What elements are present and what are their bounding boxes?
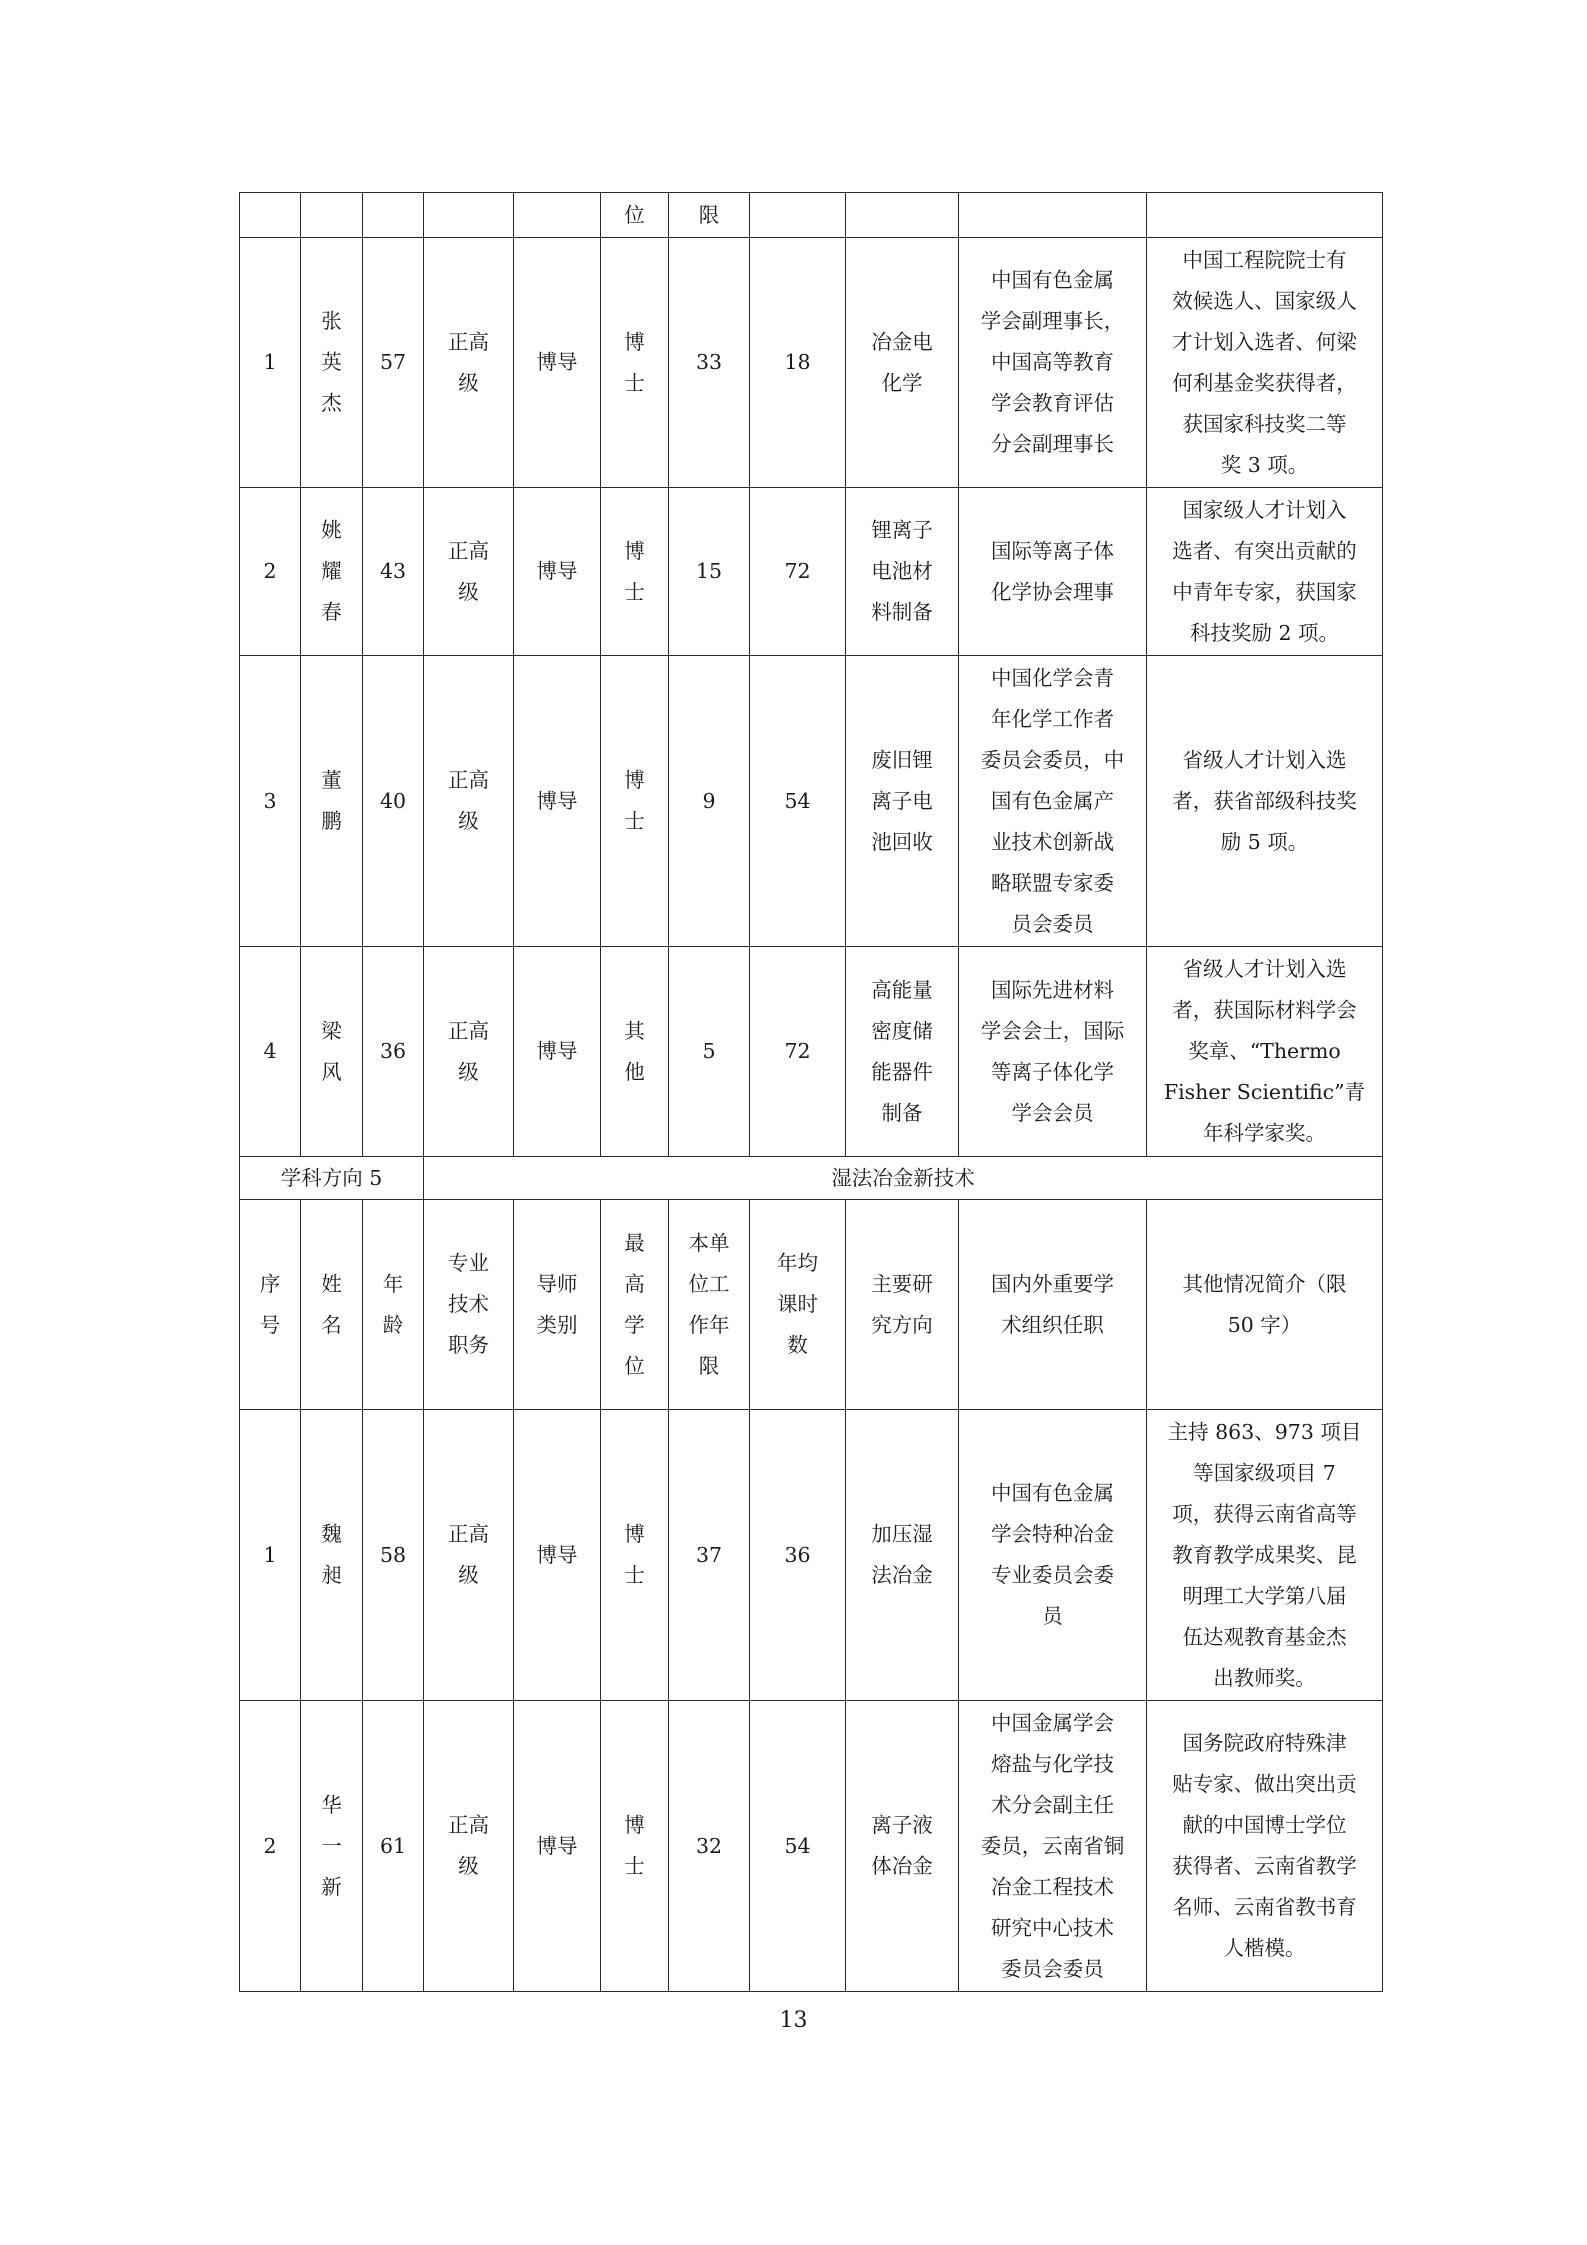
table-row (240, 1410, 1383, 1701)
title-cell: 正高 级 (424, 656, 514, 947)
empty-cell (846, 193, 959, 238)
faculty-table (239, 192, 1383, 1992)
header-years: 本单 位工 作年 限 (669, 1200, 750, 1410)
seq-cell: 1 (240, 238, 301, 488)
orgs-cell: 国际先进材料 学会会士，国际 等离子体化学 学会会员 (959, 947, 1147, 1157)
header-title: 专业 技术 职务 (424, 1200, 514, 1410)
research-cell: 冶金电 化学 (846, 238, 959, 488)
continued-header-row (240, 193, 1383, 238)
header-orgs: 国内外重要学 术组织任职 (959, 1200, 1147, 1410)
orgs-cell: 中国有色金属 学会特种冶金 专业委员会委 员 (959, 1410, 1147, 1701)
header-advisor: 导师 类别 (514, 1200, 601, 1410)
page-number: 13 (779, 2008, 808, 2033)
header-research: 主要研 究方向 (846, 1200, 959, 1410)
name-cell: 梁 风 (301, 947, 363, 1157)
table-row (240, 1701, 1383, 1992)
orgs-cell: 中国化学会青 年化学工作者 委员会委员，中 国有色金属产 业技术创新战 略联盟专家委 员会委员 (959, 656, 1147, 947)
empty-cell (424, 193, 514, 238)
years-cell: 33 (669, 238, 750, 488)
age-cell: 43 (363, 488, 424, 656)
degree-cell: 博 士 (601, 656, 669, 947)
title-cell: 正高 级 (424, 1410, 514, 1701)
section-name: 湿法冶金新技术 (424, 1157, 1383, 1200)
title-cell: 正高 级 (424, 488, 514, 656)
age-cell: 61 (363, 1701, 424, 1992)
other-cell: 省级人才计划入选 者，获省部级科技奖 励 5 项。 (1147, 656, 1383, 947)
name-cell: 魏 昶 (301, 1410, 363, 1701)
years-cell: 32 (669, 1701, 750, 1992)
orgs-cell: 中国有色金属 学会副理事长， 中国高等教育 学会教育评估 分会副理事长 (959, 238, 1147, 488)
name-cell: 华 一 新 (301, 1701, 363, 1992)
table-row (240, 238, 1383, 488)
empty-cell (301, 193, 363, 238)
title-cell: 正高 级 (424, 1701, 514, 1992)
header-name: 姓 名 (301, 1200, 363, 1410)
other-cell: 国家级人才计划入 选者、有突出贡献的 中青年专家，获国家 科技奖励 2 项。 (1147, 488, 1383, 656)
table-row (240, 947, 1383, 1157)
research-cell: 锂离子 电池材 料制备 (846, 488, 959, 656)
orgs-cell: 中国金属学会 熔盐与化学技 术分会副主任 委员，云南省铜 冶金工程技术 研究中心技术 委员会委员 (959, 1701, 1147, 1992)
name-cell: 张 英 杰 (301, 238, 363, 488)
research-cell: 废旧锂 离子电 池回收 (846, 656, 959, 947)
name-cell: 姚 耀 春 (301, 488, 363, 656)
seq-cell: 4 (240, 947, 301, 1157)
section-label: 学科方向 5 (240, 1157, 424, 1200)
degree-cell: 博 士 (601, 488, 669, 656)
advisor-cell: 博导 (514, 656, 601, 947)
hours-cell: 36 (750, 1410, 846, 1701)
degree-cell: 博 士 (601, 1701, 669, 1992)
empty-cell (363, 193, 424, 238)
degree-cell: 博 士 (601, 1410, 669, 1701)
research-cell: 加压湿 法冶金 (846, 1410, 959, 1701)
other-cell: 中国工程院院士有 效候选人、国家级人 才计划入选者、何梁 何利基金奖获得者， 获国家科技奖二等 奖 3 项。 (1147, 238, 1383, 488)
highest-degree-header-tail: 位 (601, 193, 669, 238)
other-cell: 国务院政府特殊津 贴专家、做出突出贡 献的中国博士学位 获得者、云南省教学 名师、云南省教书育 人楷模。 (1147, 1701, 1383, 1992)
other-cell: 省级人才计划入选 者，获国际材料学会 奖章、“Thermo Fisher Scientific”青 年科学家奖。 (1147, 947, 1383, 1157)
degree-cell: 其 他 (601, 947, 669, 1157)
hours-cell: 54 (750, 656, 846, 947)
seq-cell: 3 (240, 656, 301, 947)
advisor-cell: 博导 (514, 1410, 601, 1701)
seq-cell: 2 (240, 1701, 301, 1992)
seq-cell: 2 (240, 488, 301, 656)
header-row (240, 1200, 1383, 1410)
seq-cell: 1 (240, 1410, 301, 1701)
empty-cell (750, 193, 846, 238)
years-cell: 15 (669, 488, 750, 656)
advisor-cell: 博导 (514, 947, 601, 1157)
empty-cell (514, 193, 601, 238)
advisor-cell: 博导 (514, 1701, 601, 1992)
table-row (240, 488, 1383, 656)
years-cell: 9 (669, 656, 750, 947)
section-title-row (240, 1157, 1383, 1200)
name-cell: 董 鹏 (301, 656, 363, 947)
header-other: 其他情况简介（限 50 字） (1147, 1200, 1383, 1410)
title-cell: 正高 级 (424, 238, 514, 488)
age-cell: 36 (363, 947, 424, 1157)
empty-cell (959, 193, 1147, 238)
age-cell: 57 (363, 238, 424, 488)
header-seq: 序 号 (240, 1200, 301, 1410)
hours-cell: 72 (750, 488, 846, 656)
hours-cell: 54 (750, 1701, 846, 1992)
age-cell: 58 (363, 1410, 424, 1701)
years-cell: 5 (669, 947, 750, 1157)
age-cell: 40 (363, 656, 424, 947)
years-cell: 37 (669, 1410, 750, 1701)
header-degree: 最 高 学 位 (601, 1200, 669, 1410)
other-cell: 主持 863、973 项目 等国家级项目 7 项，获得云南省高等 教育教学成果奖、昆 明理工大学第八届 伍达观教育基金杰 出教师奖。 (1147, 1410, 1383, 1701)
title-cell: 正高 级 (424, 947, 514, 1157)
hours-cell: 18 (750, 238, 846, 488)
degree-cell: 博 士 (601, 238, 669, 488)
header-age: 年 龄 (363, 1200, 424, 1410)
orgs-cell: 国际等离子体 化学协会理事 (959, 488, 1147, 656)
empty-cell (1147, 193, 1383, 238)
research-cell: 离子液 体冶金 (846, 1701, 959, 1992)
header-hours: 年均 课时 数 (750, 1200, 846, 1410)
advisor-cell: 博导 (514, 488, 601, 656)
table-row (240, 656, 1383, 947)
advisor-cell: 博导 (514, 238, 601, 488)
research-cell: 高能量 密度储 能器件 制备 (846, 947, 959, 1157)
years-header-tail: 限 (669, 193, 750, 238)
hours-cell: 72 (750, 947, 846, 1157)
empty-cell (240, 193, 301, 238)
